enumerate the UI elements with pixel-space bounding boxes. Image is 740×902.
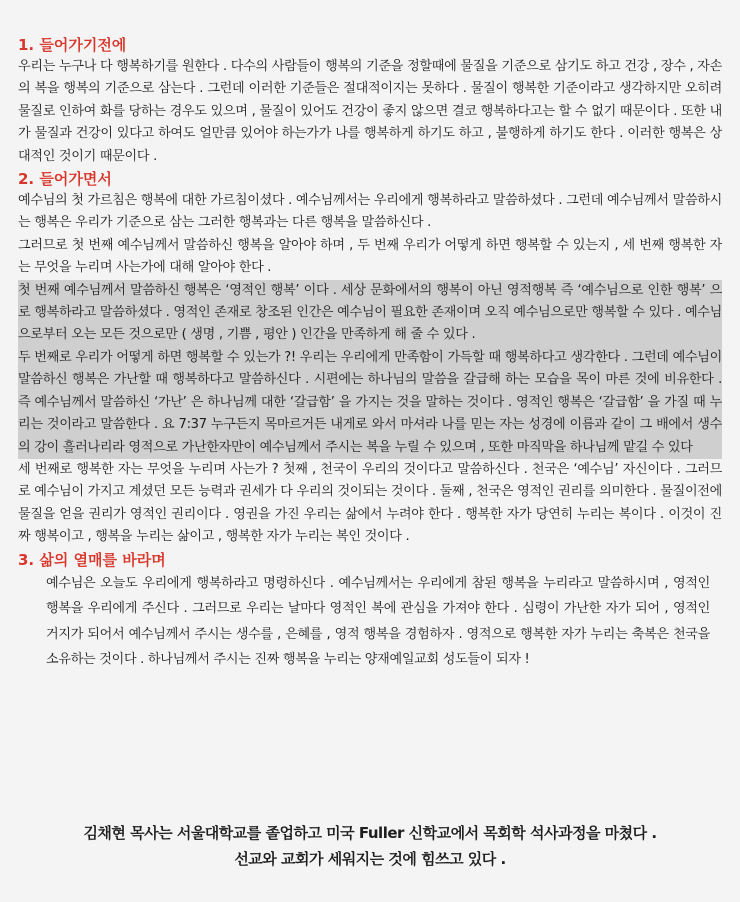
paragraph-conclusion: 예수님은 오늘도 우리에게 행복하라고 명령하신다 . 예수님께서는 우리에게 참된 행복을 누리라고 말씀하시며 , 영적인 행복을 우리에게 주신다 . 그러므로 우리는 날마다 영적인 복에 관심을 가져야 한다 . 심령이 가난한 자가 되어 , 영적인 거지가 되어서 예수님께서 주시는 생수를 , 은혜를 , 영적 행복을 경험하자 . 영적으로 행복한 자가 누리는 축복은 천국을 소유하는 것이다 . 하나님께서 주시는 진짜 행복을 누리는 양재예일교회 성도들이 되자 ! xyxy=(46,575,710,668)
section-heading-fruit: 3. 삶의 열매를 바라며 xyxy=(18,550,166,569)
paragraph-first-teaching: 예수님의 첫 가르침은 행복에 대한 가르침이셨다 . 예수님께서는 우리에게 행복하라고 말씀하셨다 . 그런데 예수님께서 말씀하시는 행복은 우리가 기준으로 삼는 그러한 행복과는 다른 행복을 말씀하신다 . xyxy=(18,193,722,231)
paragraph-kingdom: 세 번째로 행복한 자는 무엇을 누리며 사는가 ? 첫째 , 천국이 우리의 것이다고 말씀하신다 . 천국은 ‘예수님’ 자신이다 . 그러므로 예수님이 가지고 계셨던 모든 능력과 권세가 다 우리의 것이되는 것이다 . 둘째 , 천국은 영적인 권리를 의미한다 . 물질이전에 물질을 얻을 권리가 영적인 권리이다 . 영권을 가진 우리는 삶에서 누려야 한다 . 행복한 자가 당연히 누리는 복이다 . 이것이 진짜 행복이고 , 행복을 누리는 삶이고 , 행복한 자가 누리는 복인 것이다 . xyxy=(18,461,722,545)
section-heading-intro: 1. 들어가기전에 xyxy=(18,36,127,54)
author-bio-line-2: 선교와 교회가 세워지는 것에 힘쓰고 있다 . xyxy=(234,850,506,868)
paragraph-spiritual-happiness: 첫 번째 예수님께서 말씀하신 행복은 ‘영적인 행복’ 이다 . 세상 문화에서의 행복이 아닌 영적행복 즉 ‘예수님으로 인한 행복’ 으로 행복하라고 말씀하셨다 . 영적인 존재로 창조된 인간은 예수님이 필요한 존재이며 오직 예수님으로만 행복할 수 있다 . 예수님으로부터 오는 모든 것으로만 ( 생명 , 기쁨 , 평안 ) 인간을 만족하게 해 줄 수 있다 . xyxy=(18,280,722,347)
paragraph-intro: 우리는 누구나 다 행복하기를 원한다 . 다수의 사람들이 행복의 기준을 정할때에 물질을 기준으로 삼기도 하고 건강 , 장수 , 자손의 복을 행복의 기준으로 삼는다 . 그런데 이러한 기준들은 절대적이지는 못하다 . 물질이 행복한 기준이라고 생각하지만 오히려 물질로 인하여 화를 당하는 경우도 있으며 , 물질이 있어도 건강이 좋지 않으면 결코 행복하다고는 할 수 없기 때문이다 . 또한 내가 물질과 건강이 있다고 하여도 얼만큼 있어야 하는가가 나를 행복하게 하기도 하고 , 불행하게 하기도 한다 . 이러한 행복은 상대적인 것이기 때문이다 . xyxy=(18,59,722,164)
author-bio-line-1: 김채현 목사는 서울대학교를 졸업하고 미국 Fuller 신학교에서 목회학 석사과정을 마쳤다 . xyxy=(83,824,657,842)
author-bio xyxy=(0,820,740,872)
section-heading-entering: 2. 들어가면서 xyxy=(18,170,112,189)
paragraph-poverty-thirst: 두 번째로 우리가 어떻게 하면 행복할 수 있는가 ?! 우리는 우리에게 만족함이 가득할 때 행복하다고 생각한다 . 그런데 예수님이 말씀하신 행복은 가난할 때 행복하다고 말씀하신다 . 시편에는 하나님의 말씀을 갈급해 하는 모습을 목이 마른 것에 비유한다 . 즉 예수님께서 말씀하신 ‘가난’ 은 하나님께 대한 ‘갈급함’ 을 가지는 것을 말하는 것이다 . 영적인 행복은 ‘갈급함’ 을 가질 때 누리는 것이라고 말씀한다 . 요 7:37 누구든지 목마르거든 내게로 와서 마셔라 나를 믿는 자는 성경에 이름과 같이 그 배에서 생수의 강이 흘러나리라 영적으로 가난한자만이 예수님께서 주시는 복을 누릴 수 있으며 , 또한 마직막을 하나님께 맡길 수 있다 xyxy=(18,347,722,459)
paragraph-three-points: 그러므로 첫 번째 예수님께서 말씀하신 행복을 알아야 하며 , 두 번째 우리가 어떻게 하면 행복할 수 있는지 , 세 번째 행복한 자는 무엇을 누리며 사는가에 대해 알아야 한다 . xyxy=(18,237,722,276)
